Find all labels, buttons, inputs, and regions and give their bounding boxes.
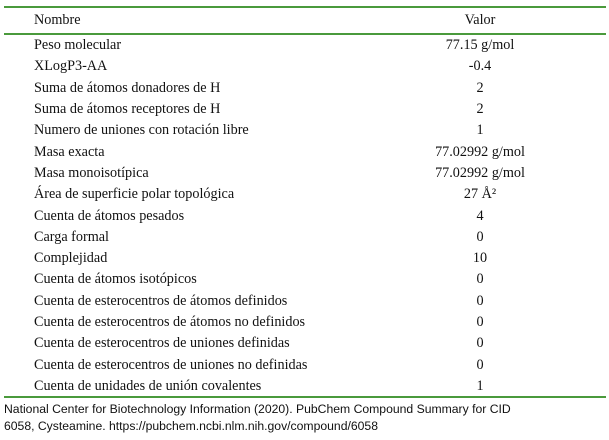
property-value: 0 <box>476 356 484 373</box>
properties-table <box>4 8 606 397</box>
property-name: Cuenta de esterocentros de uniones definidas <box>34 335 290 352</box>
table-row <box>4 312 606 333</box>
property-value: 4 <box>476 207 484 224</box>
table-row <box>4 35 606 56</box>
property-name: Complejidad <box>34 250 108 267</box>
property-name: Cuenta de esterocentros de uniones no definidas <box>34 356 308 373</box>
property-value: 1 <box>476 377 484 394</box>
property-name: Cuenta de átomos pesados <box>34 207 185 224</box>
property-name: Numero de uniones con rotación libre <box>34 122 249 139</box>
table-row <box>4 184 606 205</box>
property-value: -0.4 <box>468 58 492 75</box>
table-row <box>4 141 606 162</box>
property-value: 10 <box>472 250 488 267</box>
citation-line: National Center for Biotechnology Information (2020). PubChem Compound Summary for CID <box>4 402 511 416</box>
property-value: 27 Å² <box>463 186 497 203</box>
property-name: Cuenta de unidades de unión covalentes <box>34 377 262 394</box>
property-name: Masa monoisotípica <box>34 164 149 181</box>
column-header-value: Valor <box>464 12 496 28</box>
table-row <box>4 227 606 248</box>
table-row <box>4 376 606 397</box>
table-row <box>4 269 606 290</box>
property-value: 77.02992 g/mol <box>435 143 525 160</box>
table-row <box>4 56 606 77</box>
source-citation <box>4 401 606 435</box>
property-value: 2 <box>476 101 484 118</box>
property-name: Cuenta de esterocentros de átomos no definidos <box>34 314 306 330</box>
table-row <box>4 333 606 354</box>
property-name: Área de superficie polar topológica <box>34 186 235 203</box>
property-value: 0 <box>476 335 484 352</box>
property-name: Suma de átomos receptores de H <box>34 101 221 118</box>
property-value: 0 <box>476 271 484 288</box>
table-row <box>4 248 606 269</box>
property-name: XLogP3-AA <box>34 58 108 75</box>
table-header-row <box>4 8 606 33</box>
citation-line: 6058, Cysteamine. https://pubchem.ncbi.nlm.nih.gov/compound/6058 <box>4 419 378 433</box>
table-row <box>4 78 606 99</box>
property-value: 0 <box>476 314 484 330</box>
property-value: 2 <box>476 79 484 96</box>
table-row <box>4 163 606 184</box>
property-value: 77.15 g/mol <box>445 37 515 54</box>
property-name: Suma de átomos donadores de H <box>34 79 221 96</box>
property-name: Carga formal <box>34 228 109 245</box>
table-row <box>4 120 606 141</box>
property-name: Cuenta de esterocentros de átomos definidos <box>34 292 288 309</box>
column-header-name: Nombre <box>34 12 81 28</box>
property-name: Cuenta de átomos isotópicos <box>34 271 197 288</box>
property-name: Masa exacta <box>34 143 105 160</box>
table-row <box>4 291 606 312</box>
table-row <box>4 354 606 375</box>
table-row <box>4 99 606 120</box>
property-value: 1 <box>476 122 484 139</box>
property-value: 0 <box>476 228 484 245</box>
property-name: Peso molecular <box>34 37 122 54</box>
property-value: 0 <box>476 292 484 309</box>
table-row <box>4 205 606 226</box>
property-value: 77.02992 g/mol <box>435 164 525 181</box>
